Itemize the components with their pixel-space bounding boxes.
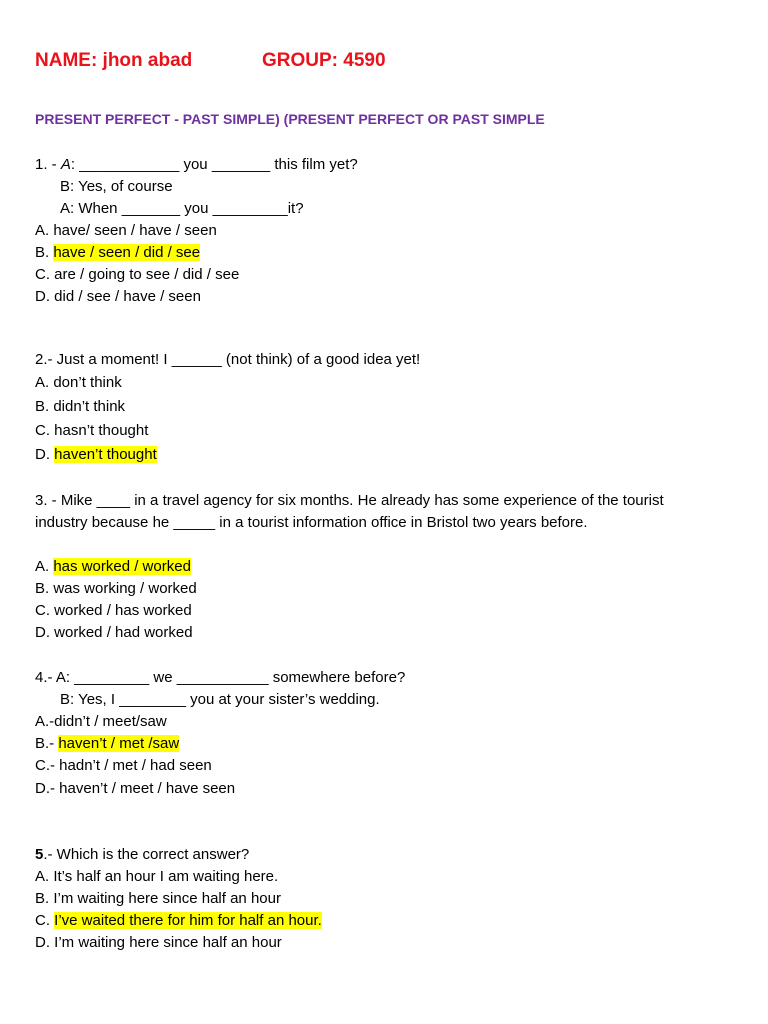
q5-option-b: B. I’m waiting here since half an hour <box>35 890 281 907</box>
q5-stem: 5.- Which is the correct answer? <box>35 846 250 863</box>
q1-highlighted-answer: have / seen / did / see <box>53 244 201 261</box>
q5-option-c: C. I’ve waited there for him for half an hour. <box>35 912 322 929</box>
q2-option-a: A. don’t think <box>35 374 122 391</box>
q4-option-a: A.-didn’t / meet/saw <box>35 713 167 730</box>
q2-option-d: D. haven’t thought <box>35 446 157 463</box>
q4-option-b: B.- haven’t / met /saw <box>35 735 180 752</box>
q4-stem: 4.- A: _________ we ___________ somewhere before? <box>35 669 406 686</box>
q1-option-a: A. have/ seen / have / seen <box>35 222 217 239</box>
q1-number: 1 <box>35 156 44 173</box>
q4-option-c: C.- hadn’t / met / had seen <box>35 757 212 774</box>
q3-highlighted-answer: has worked / worked <box>53 558 191 575</box>
q3-option-a: A. has worked / worked <box>35 558 191 575</box>
q5-option-d: D. I’m waiting here since half an hour <box>35 934 282 951</box>
q3-stem-line2: industry because he _____ in a tourist information office in Bristol two years before. <box>35 514 588 531</box>
student-name: NAME: jhon abad <box>35 50 193 71</box>
q5-highlighted-answer: I’ve waited there for him for half an hour. <box>54 912 322 929</box>
q2-option-b: B. didn’t think <box>35 398 126 415</box>
q3-option-d: D. worked / had worked <box>35 624 193 641</box>
q3-stem: 3. - Mike ____ in a travel agency for six months. He already has some experience of the tourist <box>35 492 664 509</box>
q3-option-c: C. worked / has worked <box>35 602 192 619</box>
q5-option-a: A. It’s half an hour I am waiting here. <box>35 868 279 885</box>
q1-stem-line3: A: When _______ you _________it? <box>60 200 304 217</box>
q4-option-d: D.- haven’t / meet / have seen <box>35 780 236 797</box>
worksheet-title: PRESENT PERFECT - PAST SIMPLE) (PRESENT PERFECT OR PAST SIMPLE <box>35 111 545 127</box>
q1-option-c: C. are / going to see / did / see <box>35 266 240 283</box>
q5-number: 5 <box>35 846 44 863</box>
q1-stem: 1. - A: ____________ you _______ this film yet? <box>35 156 358 173</box>
q3-option-b: B. was working / worked <box>35 580 197 597</box>
q2-stem: 2.- Just a moment! I ______ (not think) of a good idea yet! <box>35 351 421 368</box>
q4-stem-line2: B: Yes, I ________ you at your sister’s wedding. <box>60 691 380 708</box>
q1-stem-line2: B: Yes, of course <box>60 178 173 195</box>
q1-option-d: D. did / see / have / seen <box>35 288 201 305</box>
student-group: GROUP: 4590 <box>262 50 386 71</box>
q2-option-c: C. hasn’t thought <box>35 422 149 439</box>
q1-option-b: B. have / seen / did / see <box>35 244 201 261</box>
q4-highlighted-answer: haven’t / met /saw <box>58 735 180 752</box>
q2-highlighted-answer: haven’t thought <box>54 446 157 463</box>
